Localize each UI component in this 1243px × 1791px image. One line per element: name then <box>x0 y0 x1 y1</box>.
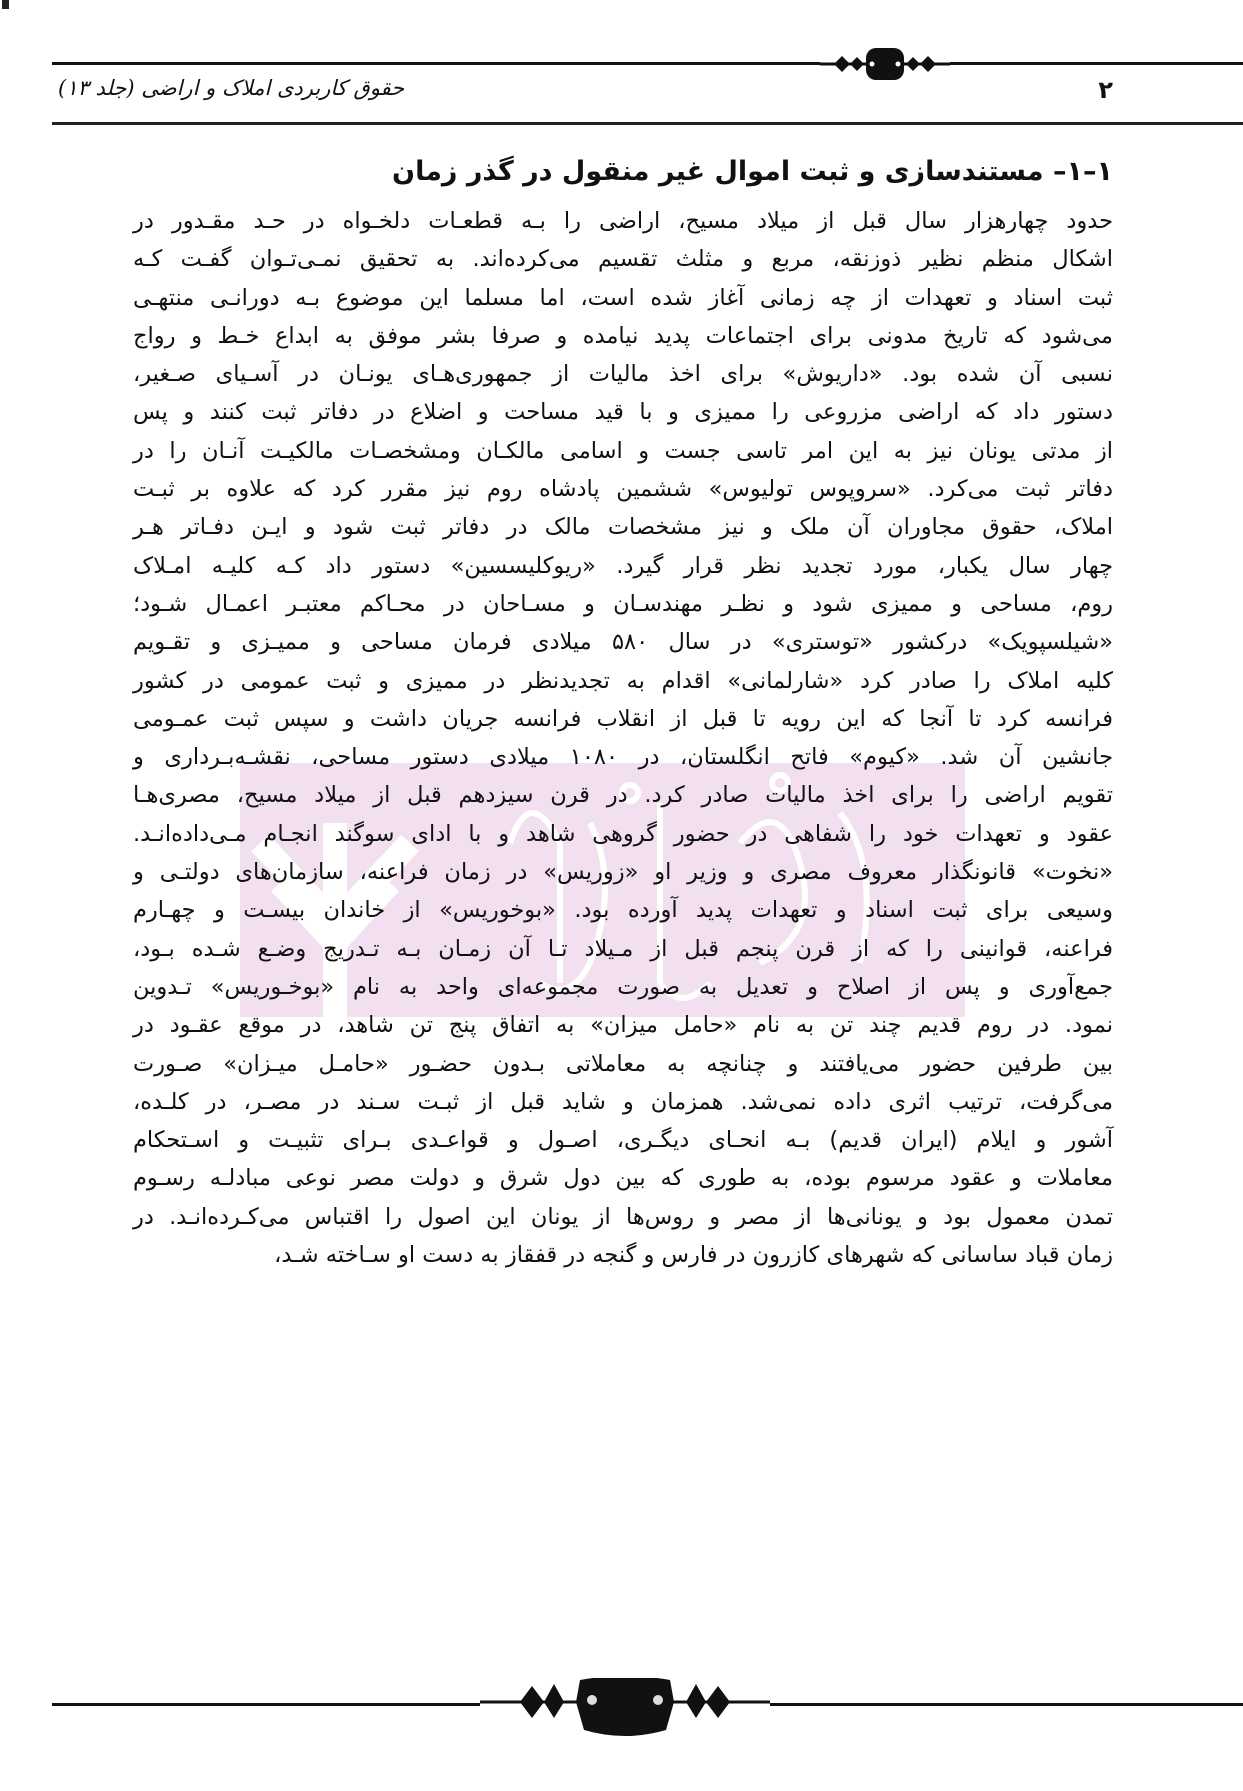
body-line: می‌گرفت، ترتیب اثری داده نمی‌شد. همزمان و شاید قبل از ثبـت سـند در مصـر، در کلـده، <box>133 1088 1113 1115</box>
body-line: تمدن معمول بود و یونانی‌ها از مصر و روس‌ها از یونان این اصول را اقتباس می‌کـرده‌انـد. در <box>133 1203 1113 1230</box>
body-text <box>133 202 1113 1274</box>
body-line: فرانسه کرد تا آنجا که این رویه تا قبل از انقلاب فرانسه جریان داشت و سپس ثبت عمـومی <box>133 705 1113 732</box>
footer-ornament-icon <box>480 1678 770 1742</box>
body-line: دستور داد که اراضی مزروعی را ممیزی و با قید مساحت و اضلاع در دفاتر ثبت کنند و پس <box>133 399 1113 426</box>
section-heading: ۱–۱– مستندسازی و ثبت اموال غیر منقول در گذر زمان <box>392 156 1113 187</box>
body-line: املاک، حقوق مجاوران آن ملک و نیز مشخصات مالک در دفاتر ثبت شود و ایـن دفـاتر هـر <box>133 514 1113 541</box>
body-line: معاملات و عقود مرسوم بوده، به طوری که بین دول شرق و دولت مصر نوعی مبادلـه رسـوم <box>133 1165 1113 1192</box>
body-line: کلیه املاک را صادر کرد «شارلمانی» اقدام به تجدیدنظر در ممیزی و ثبت عمومی در کشور <box>133 667 1113 694</box>
body-line: عقود و تعهدات خود را شفاهی در حضور گروهی شاهد و با ادای سوگند انجـام مـی‌داده‌انـد. <box>133 820 1113 847</box>
running-title: حقوق کاربردی املاک و اراضی (جلد ۱۳) <box>58 76 405 100</box>
body-line: تقویم اراضی را برای اخذ مالیات صادر کرد. در قرن سیزدهم قبل از میلاد مسیح، مصری‌هـا <box>133 782 1113 809</box>
body-line: بین طرفین حضور می‌یافتند و چنانچه به معاملاتی بـدون حضـور «حامـل میـزان» صـورت <box>133 1050 1113 1077</box>
body-line: جانشین آن شد. «کیوم» فاتح انگلستان، در ۱۰۸۰ میلادی دستور مساحی، نقشـه‌بـرداری و <box>133 744 1114 771</box>
scan-corner-mark <box>2 0 9 9</box>
body-line: وسیعی برای ثبت اسناد و تعهدات پدید آورده بود. «بوخوریس» از خاندان بیسـت و چهـارم <box>133 897 1113 924</box>
body-line: «شیلسپویک» درکشور «توستری» در سال ۵۸۰ میلادی فرمان مساحی و ممیـزی و تقـویم <box>133 629 1114 656</box>
body-line: جمع‌آوری و پس از اصلاح و تعدیل به صورت مجموعه‌ای واحد به نام «بوخـوریس» تـدوین <box>133 973 1113 1000</box>
body-line: ثبت اسناد و تعهدات از چه زمانی آغاز شده است، اما مسلما این موضوع بـه دورانـی منتهـی <box>133 284 1113 311</box>
body-line: نمود. در روم قدیم چند تن به نام «حامل میزان» به اتفاق پنج تن شاهد، در موقع عقـود در <box>133 1012 1113 1039</box>
body-line: فراعنه، قوانینی را که از قرن پنجم قبل از مـیلاد تـا آن زمـان بـه تـدریج وضـع شـده بـود، <box>133 935 1113 962</box>
header-rule-top <box>52 62 1243 65</box>
body-line: آشور و ایلام (ایران قدیم) بـه انحـای دیگـری، اصـول و قواعـدی بـرای تثبیـت و اسـتحکام <box>133 1127 1113 1154</box>
body-line: روم، مساحی و ممیزی شود و نظـر مهندسـان و مسـاحان در محـاکم معتبـر اعمـال شـود؛ <box>133 590 1113 617</box>
header-rule-bottom <box>52 122 1243 125</box>
body-line: نسبی آن شده بود. «داریوش» برای اخذ مالیات از جمهوری‌هـای یونـان در آسـیای صـغیر، <box>133 361 1113 388</box>
body-line: اشکال منظم نظیر ذوزنقه، مربع و مثلث تقسیم می‌کرده‌اند. به تحقیق نمـی‌تـوان گفـت کـه <box>133 246 1113 273</box>
body-line: از مدتی یونان نیز به این امر تاسی جست و اسامی مالکـان ومشخصـات مالکیـت آنـان را در <box>133 437 1113 464</box>
body-line: «نخوت» قانونگذار معروف مصری و وزیر او «زوریس» در زمان فراعنه، سازمان‌های دولتـی و <box>133 859 1113 886</box>
body-line: دفاتر ثبت می‌کرد. «سروپوس تولیوس» ششمین پادشاه روم نیز مقرر کرد که علاوه بر ثبـت <box>133 476 1113 503</box>
body-line: می‌شود که تاریخ مدونی برای اجتماعات پدید نیامده و صرفا بشر موفق به ابداع خـط و رواج <box>133 322 1113 349</box>
page-content <box>133 150 1113 1274</box>
body-line: حدود چهارهزار سال قبل از میلاد مسیح، اراضی را بـه قطعـات دلخـواه در حـد مقـدور در <box>133 208 1113 234</box>
header-ornament-icon <box>820 40 950 88</box>
body-line: زمان قباد ساسانی که شهرهای کازرون در فارس و گنجه در قفقاز به دست او سـاخته شـد، <box>274 1242 1113 1269</box>
body-line: چهار سال یکبار، مورد تجدید نظر قرار گیرد. «ریوکلیسسین» دستور داد کـه کلیـه امـلاک <box>133 552 1113 579</box>
page-number: ۲ <box>1098 76 1113 104</box>
